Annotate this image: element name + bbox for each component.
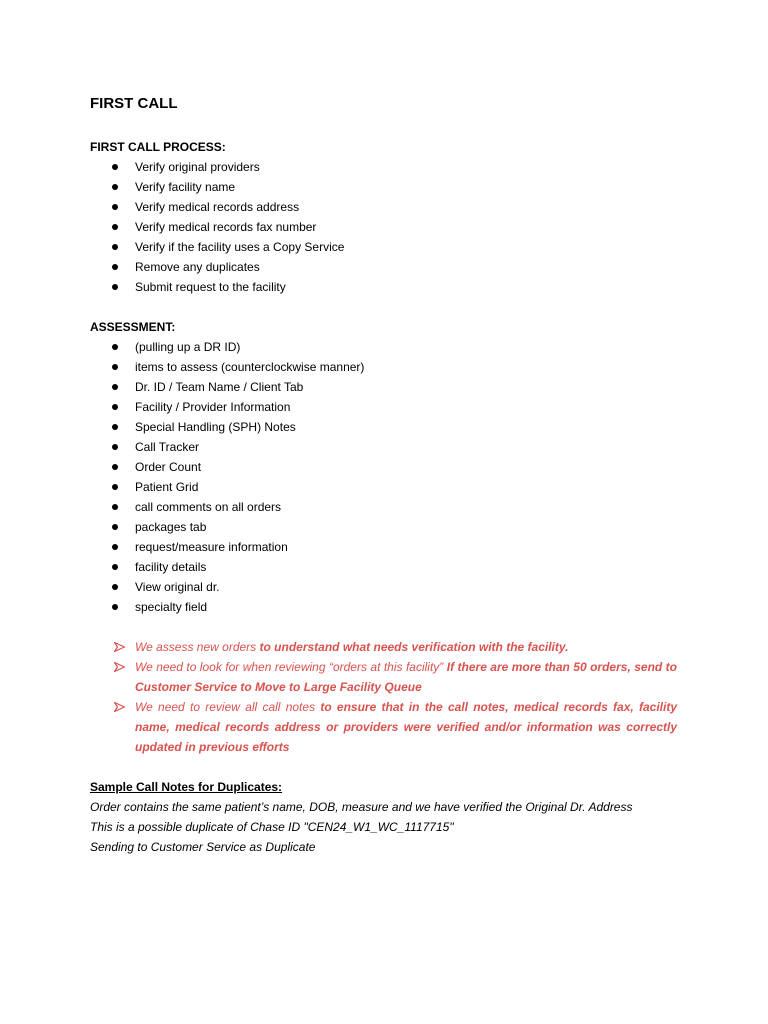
list-item-text: Order Count [135, 460, 202, 474]
list-item-text: Verify original providers [135, 160, 260, 174]
bullet-icon [112, 484, 118, 490]
list-item [90, 457, 677, 477]
list-item [90, 377, 677, 397]
list-item-text: facility details [135, 560, 207, 574]
list-item-text: Call Tracker [135, 440, 200, 454]
list-item [90, 437, 677, 457]
list-item-text: (pulling up a DR ID) [135, 340, 241, 354]
note-emphasis: to ensure that in the call notes, medical records fax, facility name, medical records address or providers were verified and/or information was correctly updated in previous efforts [135, 700, 677, 754]
list-item [90, 277, 677, 297]
arrow-bullet-icon [114, 657, 126, 677]
bullet-icon [112, 364, 118, 370]
list-item-text: Special Handling (SPH) Notes [135, 420, 296, 434]
bullet-icon [112, 524, 118, 530]
list-item [90, 517, 677, 537]
assessment-list [90, 337, 677, 617]
list-item [90, 237, 677, 257]
note-emphasis: to understand what needs verification with the facility. [259, 640, 569, 654]
assessment-heading: ASSESSMENT: [90, 320, 176, 334]
list-item-text: Verify medical records fax number [135, 220, 317, 234]
list-item-text: Verify facility name [135, 180, 236, 194]
list-item-text: items to assess (counterclockwise manner) [135, 360, 365, 374]
note-item [90, 697, 677, 757]
list-item [90, 217, 677, 237]
bullet-icon [112, 204, 118, 210]
list-item [90, 357, 677, 377]
sample-note-line: Sending to Customer Service as Duplicate [90, 840, 316, 854]
list-item-text: Verify medical records address [135, 200, 300, 214]
note-emphasis: If there are more than 50 orders, send to Customer Service to Move to Large Facility Queue [135, 660, 677, 694]
list-item-text: View original dr. [135, 580, 220, 594]
bullet-icon [112, 284, 118, 290]
note-text: We need to look for when reviewing “orders at this facility” [135, 660, 447, 674]
note-item [90, 657, 677, 697]
bullet-icon [112, 464, 118, 470]
list-item [90, 157, 677, 177]
bullet-icon [112, 264, 118, 270]
list-item [90, 257, 677, 277]
list-item [90, 197, 677, 217]
list-item [90, 577, 677, 597]
list-item [90, 417, 677, 437]
assessment-notes-list [90, 637, 677, 757]
note-text: We assess new orders [135, 640, 260, 654]
list-item-text: Verify if the facility uses a Copy Service [135, 240, 345, 254]
bullet-icon [112, 424, 118, 430]
list-item [90, 397, 677, 417]
bullet-icon [112, 344, 118, 350]
document-page [90, 94, 677, 857]
bullet-icon [112, 604, 118, 610]
document-title: FIRST CALL [90, 95, 178, 112]
list-item-text: Facility / Provider Information [135, 400, 291, 414]
list-item [90, 337, 677, 357]
bullet-icon [112, 444, 118, 450]
list-item-text: call comments on all orders [135, 500, 282, 514]
arrow-bullet-icon [114, 697, 126, 717]
bullet-icon [112, 224, 118, 230]
list-item-text: request/measure information [135, 540, 288, 554]
note-text: We need to review all call notes [135, 700, 321, 714]
list-item [90, 477, 677, 497]
first-call-process-list [90, 157, 677, 297]
list-item [90, 597, 677, 617]
note-item [90, 637, 677, 657]
list-item-text: specialty field [135, 600, 208, 614]
bullet-icon [112, 544, 118, 550]
bullet-icon [112, 504, 118, 510]
list-item [90, 537, 677, 557]
sample-note-line: Order contains the same patient’s name, DOB, measure and we have verified the Original Dr. Address [90, 800, 633, 814]
list-item-text: Remove any duplicates [135, 260, 260, 274]
list-item-text: Dr. ID / Team Name / Client Tab [135, 380, 304, 394]
list-item [90, 557, 677, 577]
bullet-icon [112, 584, 118, 590]
list-item [90, 177, 677, 197]
first-call-process-heading: FIRST CALL PROCESS: [90, 140, 226, 154]
bullet-icon [112, 184, 118, 190]
list-item [90, 497, 677, 517]
list-item-text: packages tab [135, 520, 207, 534]
sample-note-line: This is a possible duplicate of Chase ID "CEN24_W1_WC_1117715" [90, 820, 454, 834]
list-item-text: Submit request to the facility [135, 280, 286, 294]
bullet-icon [112, 404, 118, 410]
bullet-icon [112, 564, 118, 570]
bullet-icon [112, 384, 118, 390]
list-item-text: Patient Grid [135, 480, 199, 494]
arrow-bullet-icon [114, 637, 126, 657]
bullet-icon [112, 164, 118, 170]
sample-call-notes-heading: Sample Call Notes for Duplicates: [90, 780, 283, 794]
bullet-icon [112, 244, 118, 250]
